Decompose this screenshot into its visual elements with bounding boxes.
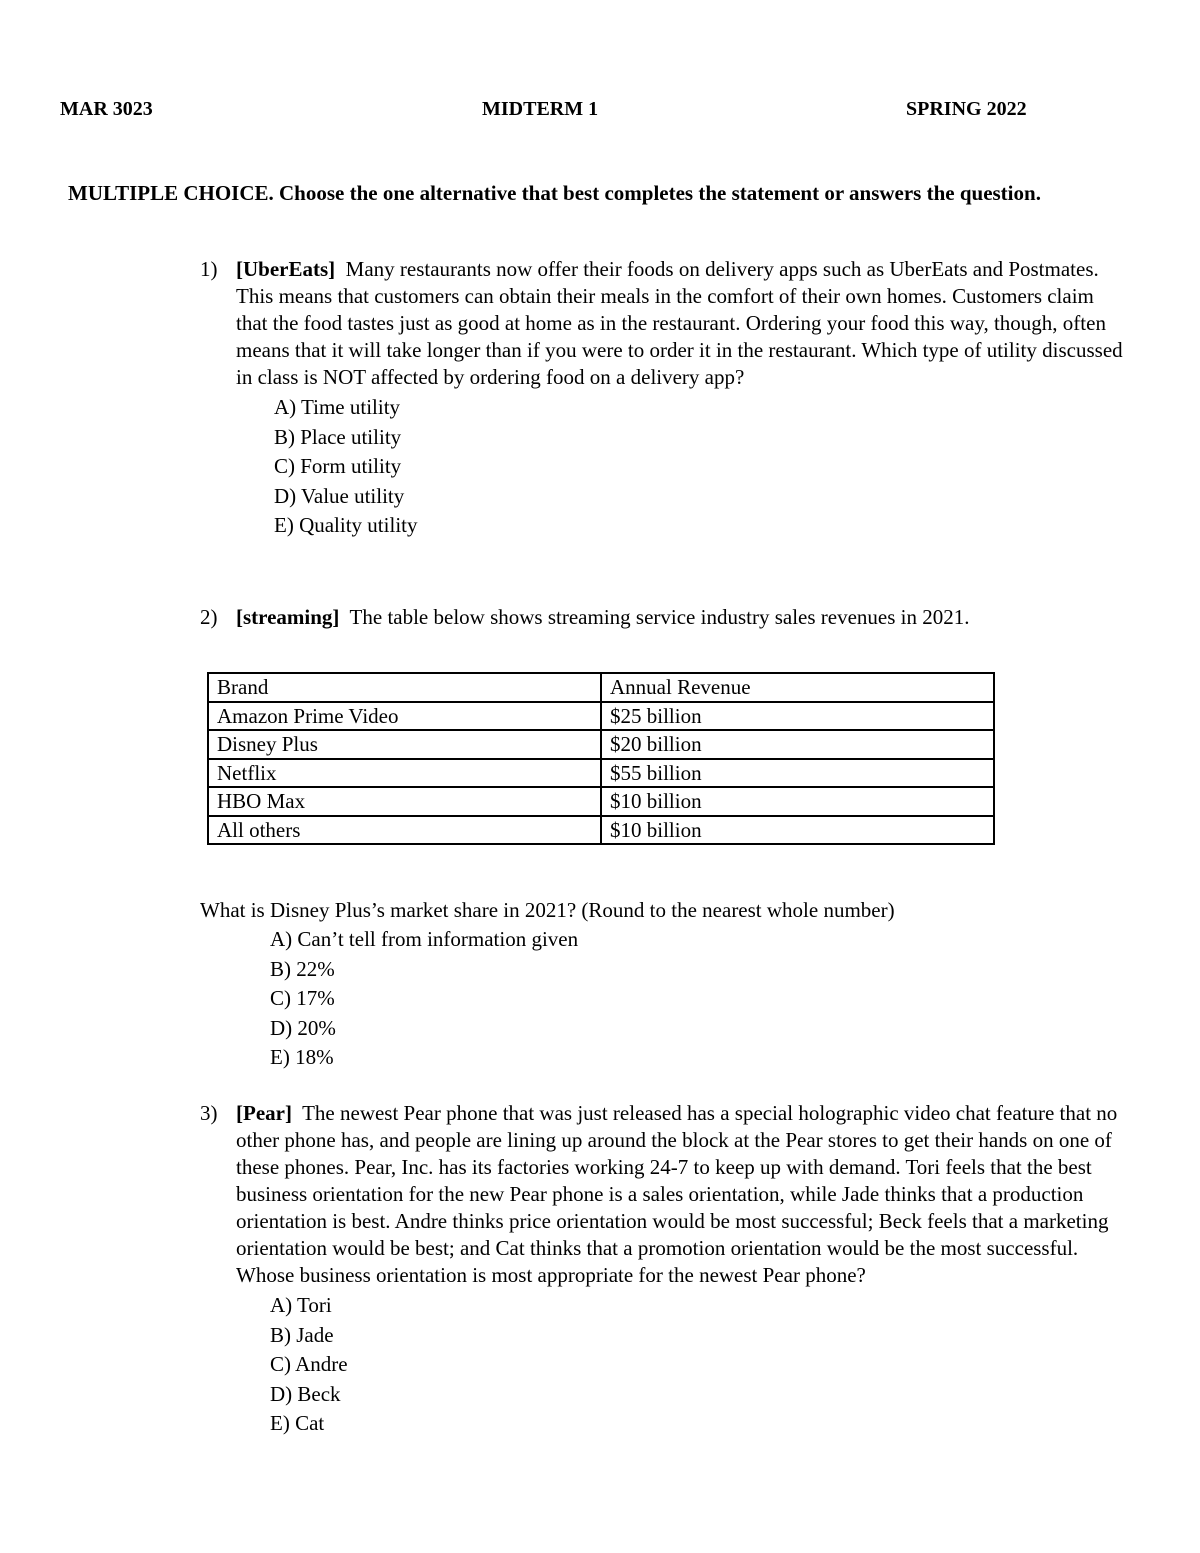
answer-option: B) 22%: [270, 956, 335, 981]
question-1: [200, 256, 1125, 541]
table-row: [208, 702, 994, 731]
table-cell: Disney Plus: [208, 730, 601, 759]
course-code: MAR 3023: [60, 98, 153, 120]
question-2-followup: [200, 897, 1100, 1073]
question-body: [236, 256, 1125, 541]
table-cell: $25 billion: [601, 702, 994, 731]
question-text: The newest Pear phone that was just released has a special holographic video chat feature that no other phone has, and people are lining up around the block at the Pear stores to get their hands on one of these phones. Pear, Inc. has its factories working 24-7 to keep up with demand. Tori feels that the best business orientation for the new Pear phone is a sales orientation, while Jade thinks that a production orientation is best. Andre thinks price orientation would be most successful; Beck feels that a marketing orientation would be best; and Cat thinks that a promotion orientation would be the most successful. Whose business orientation is most appropriate for the newest Pear phone?: [236, 1101, 1118, 1287]
exam-term: SPRING 2022: [906, 98, 1027, 120]
table-cell: $10 billion: [601, 816, 994, 845]
answer-option: C) 17%: [270, 986, 335, 1010]
answer-options: [274, 393, 1125, 541]
answer-option: E) 18%: [270, 1045, 334, 1069]
revenue-table: [207, 672, 995, 845]
question-number: 2): [200, 605, 218, 629]
question-tag: [UberEats]: [236, 257, 336, 281]
question-tag: [Pear]: [236, 1101, 292, 1125]
table-cell: Netflix: [208, 759, 601, 788]
question-number: 1): [200, 257, 218, 281]
answer-option: B) Place utility: [274, 424, 402, 449]
answer-option: D) 20%: [270, 1015, 336, 1040]
table-cell: All others: [208, 816, 601, 845]
table-cell: Amazon Prime Video: [208, 702, 601, 731]
table-row: [208, 730, 994, 759]
table-row: [208, 759, 994, 788]
question-tag: [streaming]: [236, 605, 340, 629]
followup-text: What is Disney Plus’s market share in 2021? (Round to the nearest whole number): [200, 898, 895, 922]
question-2: [200, 604, 1125, 631]
question-body: [236, 604, 1125, 631]
answer-options: [270, 1291, 1125, 1439]
answer-option: A) Tori: [270, 1293, 332, 1317]
question-number: 3): [200, 1101, 218, 1125]
table-row: [208, 787, 994, 816]
answer-option: C) Andre: [270, 1352, 348, 1376]
question-text: Many restaurants now offer their foods on delivery apps such as UberEats and Postmates. This means that customers can obtain their meals in the comfort of their own homes. Customers claim that the food tastes just as good at home as in the restaurant. Ordering your food this way, though, often means that it will take longer than if you were to order it in the restaurant. Which type of utility discussed in class is NOT affected by ordering food on a delivery app?: [236, 257, 1123, 389]
answer-option: B) Jade: [270, 1322, 334, 1347]
answer-option: D) Value utility: [274, 483, 405, 508]
table-header-cell: Brand: [208, 673, 601, 702]
exam-title: MIDTERM 1: [482, 98, 599, 120]
answer-option: A) Can’t tell from information given: [270, 927, 579, 951]
question-body: [236, 1100, 1125, 1439]
question-3: [200, 1100, 1125, 1439]
answer-option: D) Beck: [270, 1381, 341, 1406]
table-cell: $20 billion: [601, 730, 994, 759]
table-cell: $55 billion: [601, 759, 994, 788]
table-cell: $10 billion: [601, 787, 994, 816]
table-header-cell: Annual Revenue: [601, 673, 994, 702]
table-header-row: [208, 673, 994, 702]
answer-option: E) Cat: [270, 1411, 325, 1435]
instructions: MULTIPLE CHOICE. Choose the one alternative that best completes the statement or answers the question.: [68, 181, 1041, 205]
table-row: [208, 816, 994, 845]
answer-option: C) Form utility: [274, 454, 402, 478]
answer-options: [270, 925, 1100, 1073]
answer-option: E) Quality utility: [274, 513, 418, 537]
question-text: The table below shows streaming service industry sales revenues in 2021.: [349, 605, 970, 629]
table-cell: HBO Max: [208, 787, 601, 816]
answer-option: A) Time utility: [274, 395, 401, 419]
